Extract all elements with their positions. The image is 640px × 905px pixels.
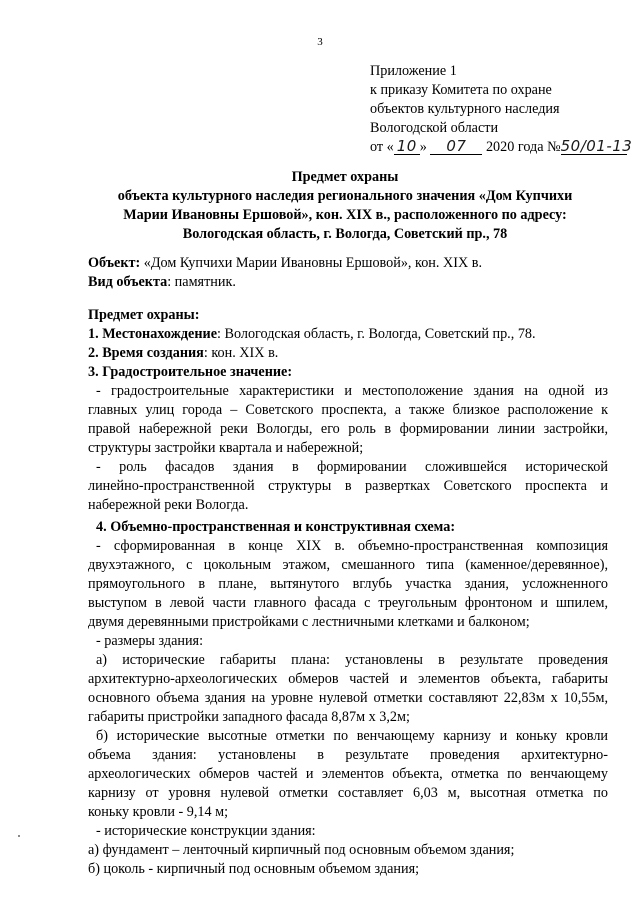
appendix-line-4: Вологодской области <box>370 120 499 136</box>
item-4-line: б) цоколь - кирпичный под основным объемом здания; <box>88 861 420 877</box>
date-month-handwritten: 07 <box>430 138 482 155</box>
appendix-line-2: к приказу Комитета по охране <box>370 82 552 98</box>
item-4-line: архитектурно-археологических обмеров частей и элементов объекта, габариты <box>88 671 608 687</box>
item-3-line: правой набережной реки Вологды, его роль в формировании линии застройки, <box>88 421 608 437</box>
item-4-line: карнизу от уровня нулевой отметки составляет 6,03 м, высотная отметка по <box>88 785 608 801</box>
item-4-line: двухэтажного, с цокольным этажом, смешанного типа (каменное/деревянное), <box>88 557 608 573</box>
heading-line-2: объекта культурного наследия регионального значения «Дом Купчихи <box>117 188 573 204</box>
item-4-line: прямоугольного в плане, вытянутого вглубь участка здания, усложненного <box>88 576 608 592</box>
item-4-label: 4. Объемно-пространственная и конструктивная схема: <box>96 519 456 535</box>
object-type-value: : памятник. <box>167 274 236 290</box>
item-4-line: археологических обмеров частей и элементов объекта, отметка по венчающему <box>88 766 608 782</box>
item-4-line: а) исторические габариты плана: установлены в результате проведения <box>96 652 608 668</box>
appendix-line-1: Приложение 1 <box>370 63 457 79</box>
item-4-line: б) исторические высотные отметки по венчающему карнизу и коньку кровли <box>96 728 608 744</box>
item-4-text <box>88 518 608 879</box>
item-4-line: - сформированная в конце XIX в. объемно-пространственная композиция <box>96 538 608 554</box>
item-3-line: - градостроительные характеристики и местоположение здания на одной из <box>96 383 608 399</box>
date-year-text: 2020 года № <box>485 139 561 155</box>
item-4-line: а) фундамент – ленточный кирпичный под основным объемом здания; <box>88 842 515 858</box>
date-day-handwritten: 10 <box>394 138 420 155</box>
object-label: Объект: <box>88 255 141 271</box>
date-mid: » <box>419 139 427 155</box>
scan-speck <box>18 835 20 837</box>
item-4-line: выступом в левой части главного фасада с треугольным фронтоном и шпилем, <box>88 595 608 611</box>
item-3-text <box>88 382 608 515</box>
heading-line-3: Марии Ивановны Ершовой», кон. XIX в., расположенного по адресу: <box>123 207 567 223</box>
item-2-label: 2. Время создания <box>88 345 204 361</box>
object-line <box>88 254 608 273</box>
item-4-line: основного объема здания на уровне нулевой отметки составляют 22,83м х 10,55м, <box>88 690 608 706</box>
item-2-value: : кон. XIX в. <box>203 345 279 361</box>
item-4-line: коньку кровли - 9,14 м; <box>88 804 229 820</box>
appendix-line-3: объектов культурного наследия <box>370 101 560 117</box>
subject-title: Предмет охраны: <box>88 307 200 323</box>
appendix-block <box>370 62 632 157</box>
appendix-date-line <box>370 138 632 157</box>
item-3-line: структуры застройки квартала и набережной; <box>88 440 364 456</box>
date-prefix: от « <box>370 139 394 155</box>
heading-line-1: Предмет охраны <box>291 169 399 185</box>
item-3-line: - роль фасадов здания в формировании сложившейся исторической <box>96 459 608 475</box>
object-type-line <box>88 273 608 292</box>
object-type-label: Вид объекта <box>88 274 168 290</box>
item-4-line: объема здания: установлены в результате проведения архитектурно- <box>88 747 608 763</box>
item-4-line: двумя деревянными пристройками с лестничными клетками и балконом; <box>88 614 530 630</box>
item-4-line: - размеры здания: <box>96 633 204 649</box>
item-2-line <box>88 344 608 363</box>
item-4-line: габариты пристройки западного фасада 8,87м х 3,2м; <box>88 709 410 725</box>
item-1-line <box>88 325 608 344</box>
object-value: «Дом Купчихи Марии Ивановны Ершовой», кон. XIX в. <box>140 255 482 271</box>
item-3-line: линейно-пространственной структуры в развертках Советского проспекта и <box>88 478 608 494</box>
subject-block <box>88 306 608 382</box>
item-4-line: - исторические конструкции здания: <box>96 823 316 839</box>
order-number-handwritten: 50/01-13 <box>560 137 633 155</box>
item-1-value: : Вологодская область, г. Вологда, Советский пр., 78. <box>217 326 536 342</box>
item-1-label: 1. Местонахождение <box>88 326 218 342</box>
page-number: 3 <box>317 36 323 48</box>
item-3-line: главных улиц города – Советского проспекта, а также близкое расположение к <box>88 402 608 418</box>
item-3-label: 3. Градостроительное значение: <box>88 364 293 380</box>
document-heading <box>80 168 610 244</box>
object-block <box>88 254 608 292</box>
heading-line-4: Вологодская область, г. Вологда, Советский пр., 78 <box>182 226 508 242</box>
item-3-line: набережной реки Вологда. <box>88 497 249 513</box>
